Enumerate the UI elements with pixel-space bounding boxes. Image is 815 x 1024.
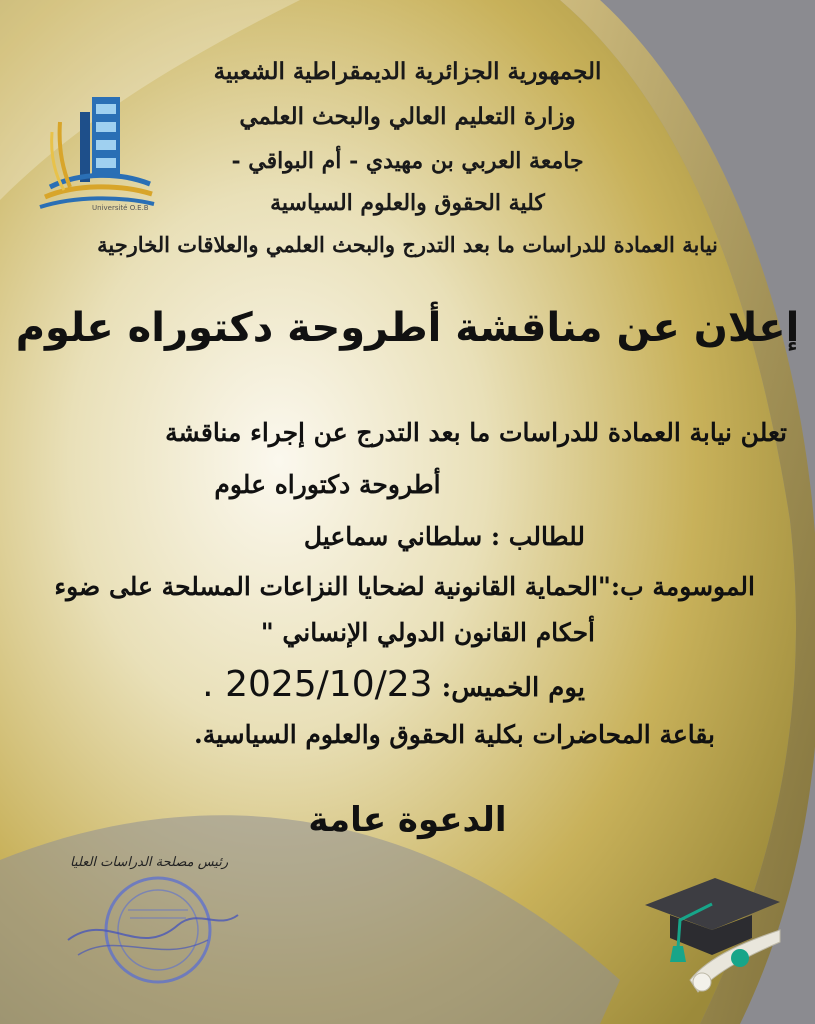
header-university: جامعة العربي بن مهيدي - أم البواقي - xyxy=(231,148,584,174)
venue: بقاعة المحاضرات بكلية الحقوق والعلوم السياسية. xyxy=(194,720,715,749)
university-logo-label: Université O.E.B xyxy=(92,204,149,212)
header-republic: الجمهورية الجزائرية الديمقراطية الشعبية xyxy=(213,58,602,85)
public-invitation: الدعوة عامة xyxy=(308,800,507,840)
announcement-title: إعلان عن مناقشة أطروحة دكتوراه علوم xyxy=(15,305,800,351)
thesis-title-line-1: الموسومة ب:"الحماية القانونية لضحايا النزاعات المسلحة على ضوء xyxy=(54,572,755,601)
thesis-title-line-2: أحكام القانون الدولي الإنساني " xyxy=(260,618,595,647)
signature-title: رئيس مصلحة الدراسات العليا xyxy=(70,855,229,870)
graduation-cap-icon xyxy=(640,860,785,995)
date-value: 2025/10/23 . xyxy=(202,664,433,705)
student-name: للطالب : سلطاني سماعيل xyxy=(303,522,585,551)
body-line-1: تعلن نيابة العمادة للدراسات ما بعد التدرج عن إجراء مناقشة xyxy=(165,418,787,447)
body-line-2: أطروحة دكتوراه علوم xyxy=(214,470,441,499)
header-ministry: وزارة التعليم العالي والبحث العلمي xyxy=(239,103,576,130)
defense-date xyxy=(202,664,585,705)
header-vice-deanship: نيابة العمادة للدراسات ما بعد التدرج والبحث العلمي والعلاقات الخارجية xyxy=(97,232,718,257)
day-label: يوم الخميس: xyxy=(441,673,585,703)
official-stamp xyxy=(58,870,243,990)
header-faculty: كلية الحقوق والعلوم السياسية xyxy=(270,190,545,216)
